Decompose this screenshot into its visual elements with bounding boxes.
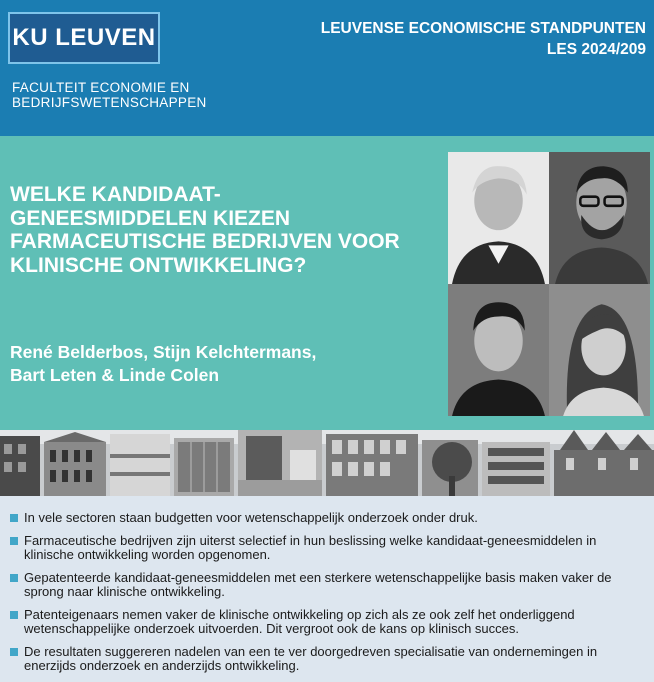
header-banner: [0, 0, 654, 136]
bullet-square-icon: [10, 537, 18, 545]
buildings-illustration: [0, 430, 654, 496]
author-photo-4: [549, 284, 650, 416]
bullet-text: Gepatenteerde kandidaat-geneesmiddelen met een sterkere wetenschappelijke basis maken vaker de sprong naar klinische ontwikkeling.: [24, 569, 612, 599]
bullet-square-icon: [10, 514, 18, 522]
bullet-square-icon: [10, 611, 18, 619]
authors-line-2: Bart Leten & Linde Colen: [10, 365, 220, 385]
faculty-line-1: FACULTEIT ECONOMIE EN: [12, 80, 190, 95]
title-line-1: WELKE KANDIDAAT-: [10, 183, 221, 206]
bullet-square-icon: [10, 574, 18, 582]
campus-buildings-strip: [0, 430, 654, 496]
list-item: [10, 511, 640, 526]
title-line-4: KLINISCHE ONTWIKKELING?: [10, 253, 307, 277]
bullet-text: De resultaten suggereren nadelen van een te ver doorgedreven specialisatie van ondernemingen in enerzijds onderzoek en anderzijds ontwikkeling.: [24, 643, 598, 673]
ku-leuven-logo[interactable]: [8, 12, 160, 64]
series-title: LEUVENSE ECONOMISCHE STANDPUNTEN: [320, 20, 646, 37]
author-photo-2: [549, 152, 650, 284]
key-points-list: [10, 511, 640, 682]
list-item: [10, 608, 640, 637]
author-portrait-icon: [448, 284, 549, 416]
list-item: [10, 534, 640, 563]
author-photo-3: [448, 284, 549, 416]
author-photos: [448, 152, 650, 416]
faculty-name: [12, 80, 207, 110]
list-item: [10, 645, 640, 674]
series-number: LES 2024/209: [546, 41, 646, 58]
bullet-square-icon: [10, 648, 18, 656]
bullet-text: Farmaceutische bedrijven zijn uiterst selectief in hun beslissing welke kandidaat-geneesmiddelen in klinische ontwikkeling worden opgenomen.: [24, 532, 597, 562]
list-item: [10, 571, 640, 600]
title-line-3: FARMACEUTISCHE BEDRIJVEN VOOR: [10, 230, 400, 253]
bullet-text: Patenteigenaars nemen vaker de klinische ontwikkeling op zich als ze ook zelf het onderliggend wetenschappelijke onderzoek uitvoerden. Dit vergroot ook de kans op klinisch succes.: [24, 606, 575, 636]
article-authors: [10, 341, 440, 387]
series-info: [321, 18, 646, 60]
authors-line-1: René Belderbos, Stijn Kelchtermans,: [10, 342, 317, 362]
author-portrait-icon: [549, 152, 650, 284]
author-portrait-icon: [448, 152, 549, 284]
logo-text: KU LEUVEN: [12, 24, 156, 51]
author-portrait-icon: [549, 284, 650, 416]
title-line-2: GENEESMIDDELEN KIEZEN: [10, 206, 291, 230]
faculty-line-2: BEDRIJFSWETENSCHAPPEN: [12, 95, 207, 110]
article-title: [10, 183, 440, 277]
author-photo-1: [448, 152, 549, 284]
bullet-text: In vele sectoren staan budgetten voor wetenschappelijk onderzoek onder druk.: [24, 510, 478, 525]
